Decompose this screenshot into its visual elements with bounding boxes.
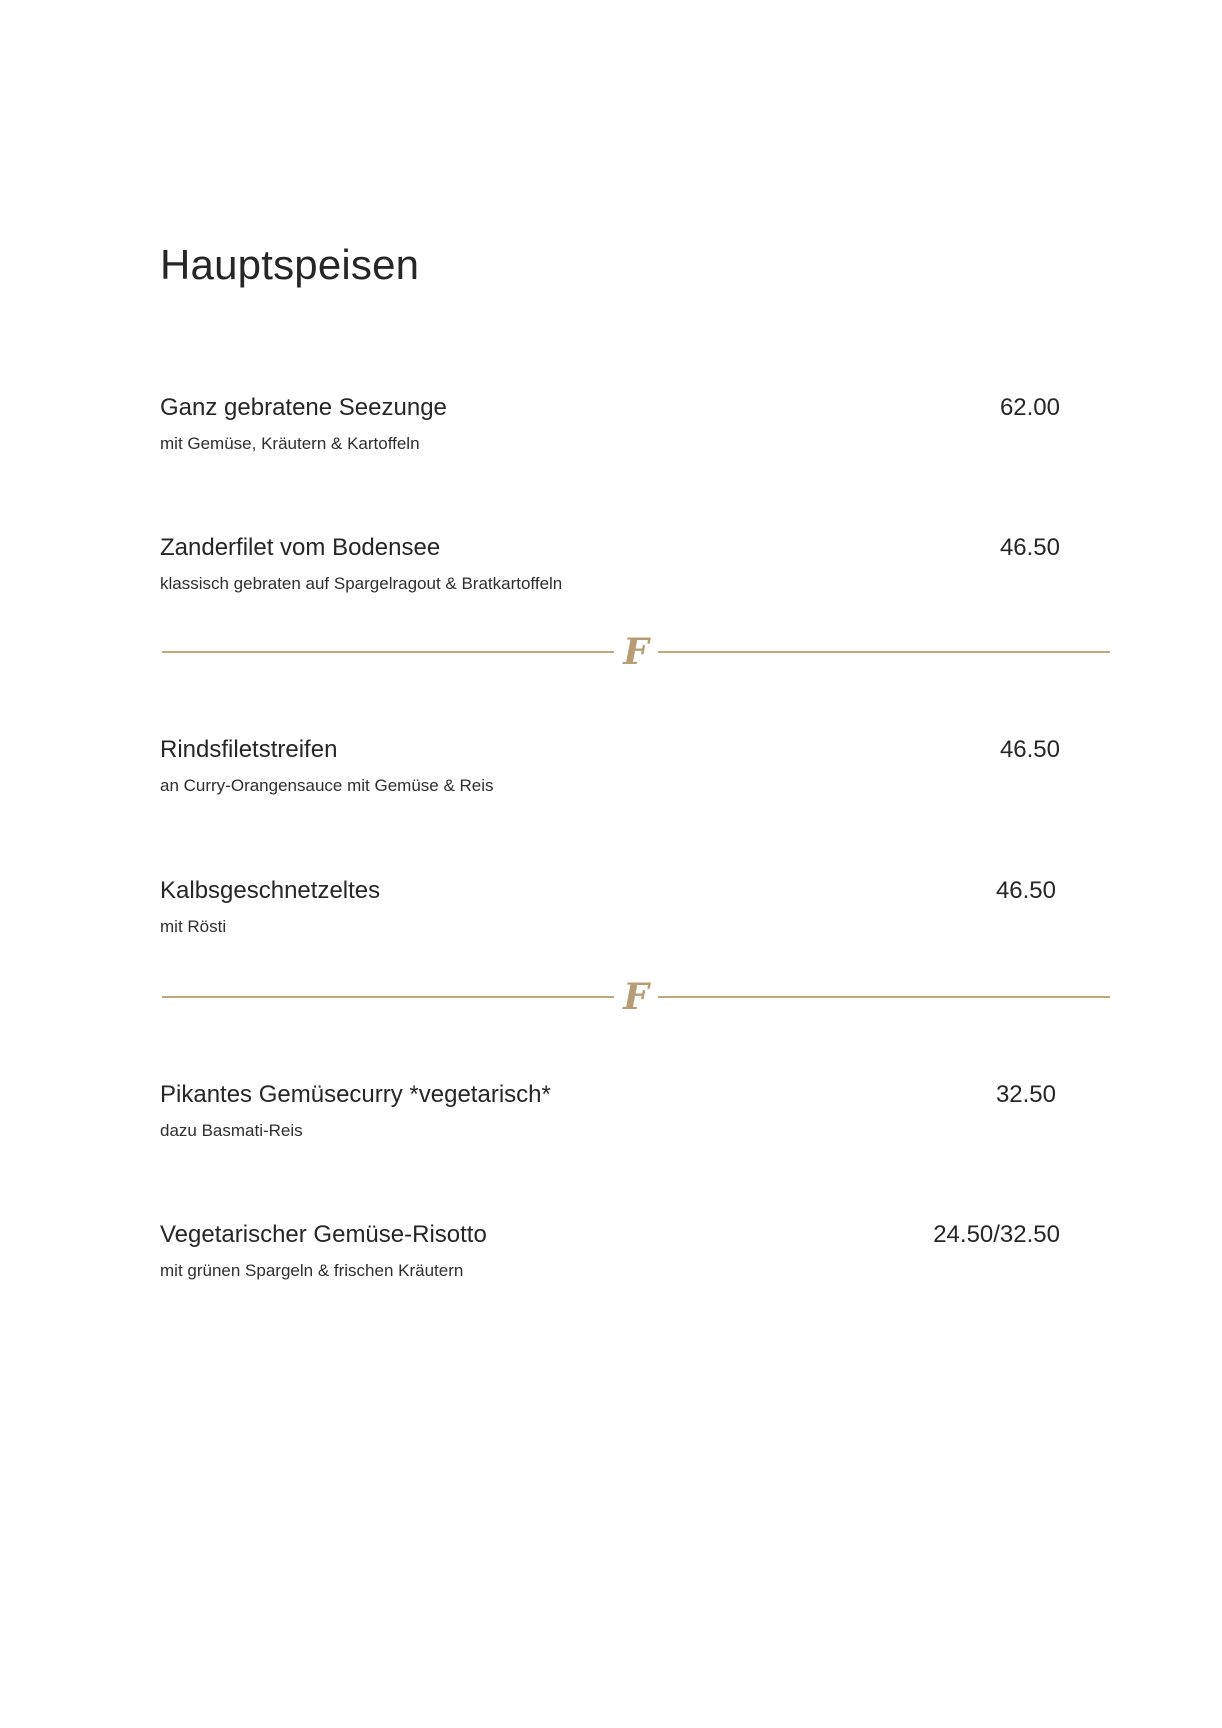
dish-name: Vegetarischer Gemüse-Risotto [160,1221,487,1248]
dish-price: 46.50 [995,877,1056,904]
svg-text:F: F [623,977,649,1017]
menu-item [160,533,1110,613]
svg-text:F: F [623,632,649,672]
dish-description: mit Gemüse, Kräutern & Kartoffeln [160,434,420,453]
menu-item [160,1220,1110,1300]
dish-description: mit grünen Spargeln & frischen Kräutern [160,1261,464,1280]
dish-price: 62.00 [999,394,1060,421]
dish-price: 46.50 [999,736,1060,763]
dish-price: 32.50 [995,1081,1056,1108]
menu-item [160,735,1110,815]
dish-name: Rindsfiletstreifen [160,736,338,763]
section-divider [162,632,1110,672]
dish-name: Kalbsgeschnetzeltes [160,877,381,904]
dish-description: mit Rösti [160,917,227,936]
dish-price: 46.50 [999,534,1060,561]
ornamental-f-monogram-icon [162,632,1110,672]
dish-name: Pikantes Gemüsecurry *vegetarisch* [160,1081,551,1108]
dish-description: klassisch gebraten auf Spargelragout & Bratkartoffeln [160,574,563,593]
section-divider [162,977,1110,1017]
menu-item [160,1080,1110,1160]
dish-price: 24.50/32.50 [933,1221,1060,1248]
dish-name: Ganz gebratene Seezunge [160,394,447,421]
page-title: Hauptspeisen [160,241,420,288]
dish-name: Zanderfilet vom Bodensee [160,534,441,561]
ornamental-f-monogram-icon [162,977,1110,1017]
menu-item [160,393,1110,473]
menu-item [160,876,1110,956]
dish-description: an Curry-Orangensauce mit Gemüse & Reis [160,776,494,795]
dish-description: dazu Basmati-Reis [160,1121,303,1140]
